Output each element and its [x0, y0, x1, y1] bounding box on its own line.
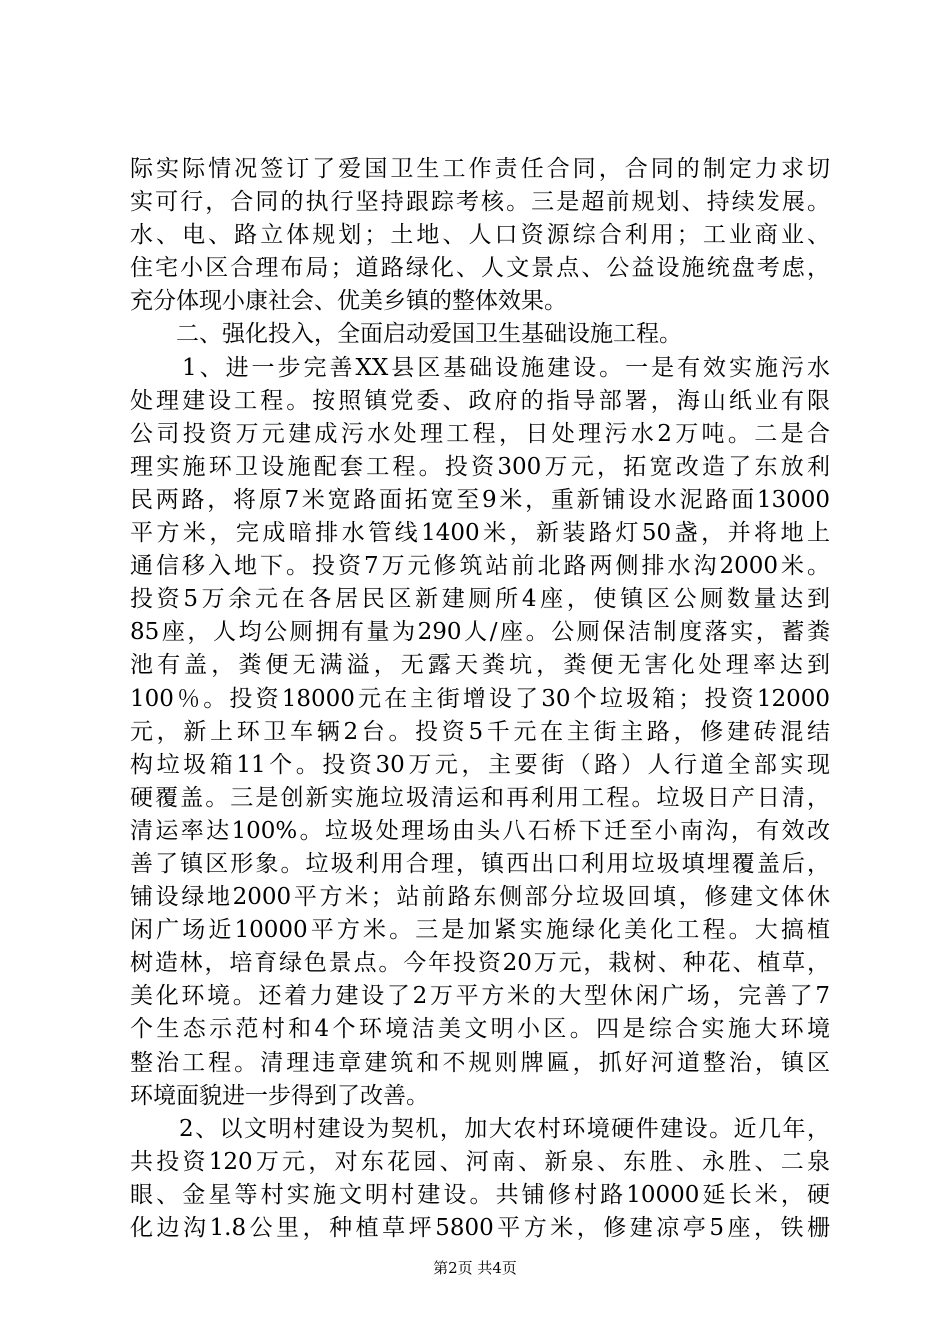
text-line: 住宅小区合理布局；道路绿化、人文景点、公益设施统盘考虑， [130, 255, 830, 282]
text-line: 闲广场近10000平方米。三是加紧实施绿化美化工程。大搞植 [130, 917, 830, 944]
text-line: 理实施环卫设施配套工程。投资300万元，拓宽改造了东放利 [130, 453, 830, 480]
text-line: 民两路，将原7米宽路面拓宽至9米，重新铺设水泥路面13000 [130, 486, 830, 513]
text-line: 美化环境。还着力建设了2万平方米的大型休闲广场，完善了7 [130, 983, 830, 1010]
text-line: 充分体现小康社会、优美乡镇的整体效果。 [130, 288, 567, 315]
text-line: 元，新上环卫车辆2台。投资5千元在主街主路，修建砖混结 [130, 718, 830, 745]
text-line: 2、以文明村建设为契机，加大农村环境硬件建设。近几年， [130, 1115, 830, 1142]
page-footer: 第2页 共4页 [433, 1259, 517, 1277]
body-text [130, 153, 830, 1245]
text-line: 眼、金星等村实施文明村建设。共铺修村路10000延长米，硬 [130, 1181, 830, 1208]
text-line: 清运率达100%。垃圾处理场由头八石桥下迁至小南沟，有效改 [130, 817, 830, 844]
text-line: 化边沟1.8公里，种植草坪5800平方米，修建凉亭5座，铁栅 [130, 1215, 830, 1241]
text-line: 硬覆盖。三是创新实施垃圾清运和再利用工程。垃圾日产日清， [130, 784, 830, 811]
text-line: 际实际情况签订了爱国卫生工作责任合同，合同的制定力求切 [130, 156, 830, 182]
text-line: 100％。投资18000元在主街增设了30个垃圾箱；投资12000 [130, 685, 830, 712]
text-line: 构垃圾箱11个。投资30万元，主要街（路）人行道全部实现 [130, 751, 830, 778]
text-line: 树造林，培育绿色景点。今年投资20万元，栽树、种花、植草， [130, 950, 830, 977]
text-line: 池有盖，粪便无满溢，无露天粪坑，粪便无害化处理率达到 [130, 652, 830, 679]
text-line: 环境面貌进一步得到了改善。 [130, 1082, 429, 1109]
text-line: 共投资120万元，对东花园、河南、新泉、东胜、永胜、二泉 [130, 1148, 830, 1175]
text-line: 个生态示范村和4个环境洁美文明小区。四是综合实施大环境 [130, 1016, 830, 1043]
text-line: 投资5万余元在各居民区新建厕所4座，使镇区公厕数量达到 [130, 586, 830, 613]
text-line: 处理建设工程。按照镇党委、政府的指导部署，海山纸业有限 [130, 387, 830, 414]
text-line: 平方米，完成暗排水管线1400米，新装路灯50盏，并将地上 [130, 520, 830, 547]
text-line: 1、进一步完善XX县区基础设施建设。一是有效实施污水 [130, 354, 830, 381]
text-line: 铺设绿地2000平方米；站前路东侧部分垃圾回填，修建文体休 [130, 884, 830, 911]
text-line: 85座，人均公厕拥有量为290人/座。公厕保洁制度落实，蓄粪 [130, 619, 830, 646]
text-line: 通信移入地下。投资7万元修筑站前北路两侧排水沟2000米。 [130, 553, 830, 580]
text-line: 整治工程。清理违章建筑和不规则牌匾，抓好河道整治，镇区 [130, 1049, 830, 1076]
text-line: 实可行，合同的执行坚持跟踪考核。三是超前规划、持续发展。 [130, 189, 830, 216]
text-line: 二、强化投入，全面启动爱国卫生基础设施工程。 [130, 321, 682, 348]
text-line: 善了镇区形象。垃圾利用合理，镇西出口利用垃圾填埋覆盖后， [130, 850, 830, 877]
text-line: 公司投资万元建成污水处理工程，日处理污水2万吨。二是合 [130, 420, 830, 447]
text-line: 水、电、路立体规划；土地、人口资源综合利用；工业商业、 [130, 222, 830, 249]
